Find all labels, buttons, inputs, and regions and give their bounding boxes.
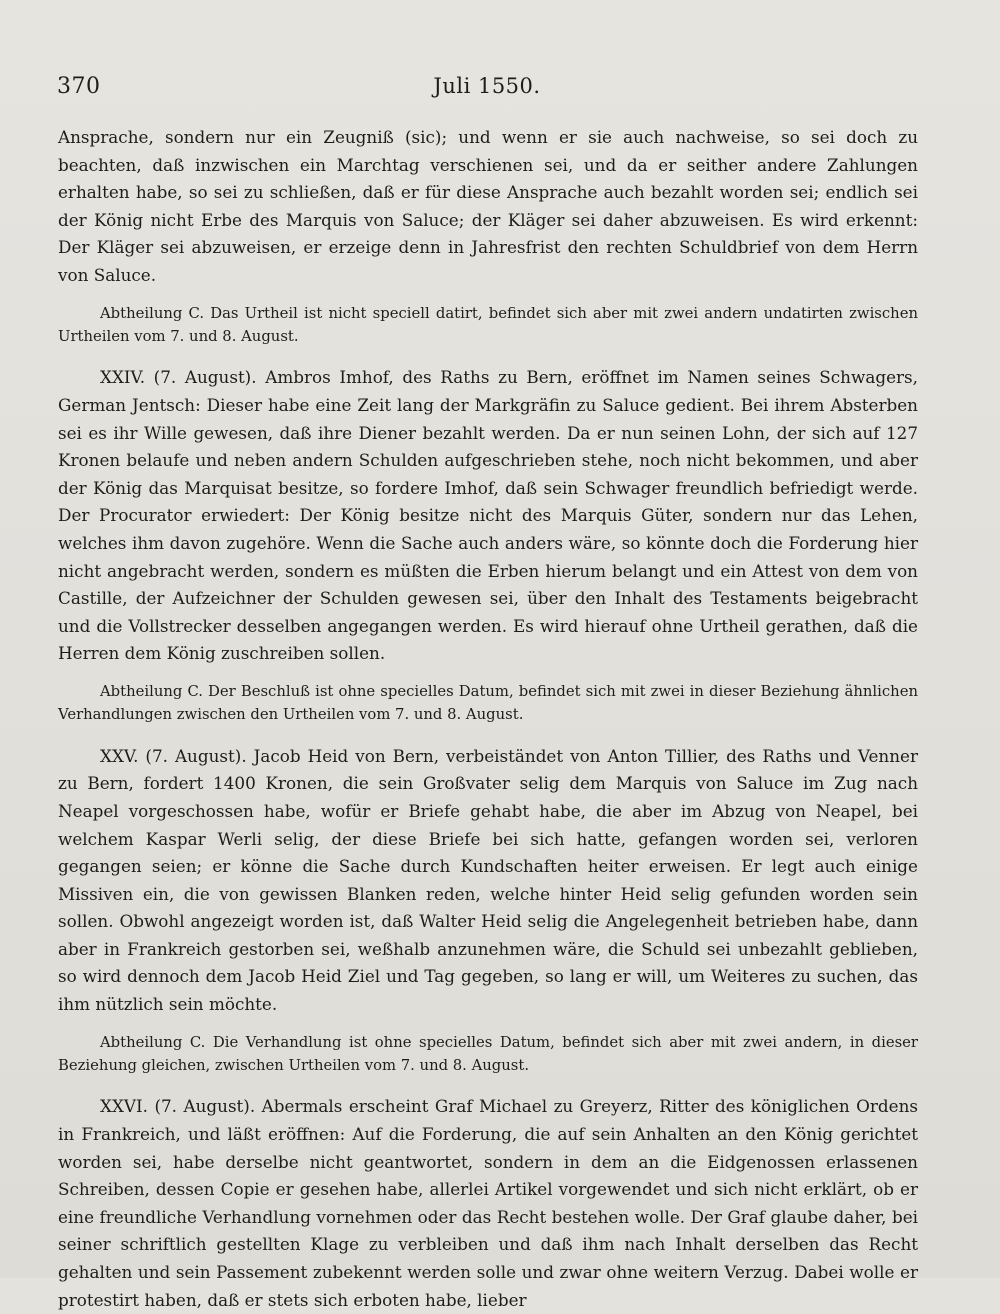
entry-xxvi: [58, 1093, 918, 1314]
page-number: 370: [57, 74, 101, 99]
page-header: [57, 70, 917, 110]
entry-xxv: [58, 743, 918, 1019]
entry-xxv-heading: XXV. (7. August).: [100, 745, 247, 766]
entry-xxiv: [58, 364, 918, 668]
running-head: Juli 1550.: [433, 74, 541, 98]
page-body: [58, 124, 918, 1314]
entry-xxvi-text: Abermals erscheint Graf Michael zu Greyerz, Ritter des königlichen Ordens in Frankreich, und läßt eröffnen: Auf die Forderung, die auf sein Anhalten an den König gerichtet worden sei, habe derselbe nicht geantwortet, sondern in dem an die Eidgenossen erlassenen Schreiben, dessen Copie er gesehen habe, allerlei Artikel vorgewendet und sich nicht erklärt, ob er eine freundliche Verhandlung vornehmen oder das Recht bestehen wolle. Der Graf glaube daher, bei seiner schriftlich gestellten Klage zu verbleiben und daß ihm nach Inhalt derselben das Recht gehalten und sein Passement zubekennt werden solle und zwar ohne weitern Verzug. Dabei wolle er protestirt haben, daß er stets sich erboten habe, lieber: [58, 1096, 918, 1310]
entry-xxiv-text: Ambros Imhof, des Raths zu Bern, eröffnet im Namen seines Schwagers, German Jentsch: Dieser habe eine Zeit lang der Markgräfin zu Saluce gedient. Bei ihrem Absterben sei es ihr Wille gewesen, daß ihre Diener bezahlt werden. Da er nun seinen Lohn, der sich auf 127 Kronen belaufe und neben andern Schulden aufgeschrieben stehe, noch nicht bekommen, und aber der König das Marquisat besitze, so fordere Imhof, daß sein Schwager freundlich befriedigt werde. Der Procurator erwiedert: Der König besitze nicht des Marquis Güter, sondern nur das Lehen, welches ihm davon zugehöre. Wenn die Sache auch anders wäre, so könnte doch die Forderung hier nicht angebracht werden, sondern es müßten die Erben hierum belangt und ein Attest von dem von Castille, der Aufzeichner der Schulden gewesen sei, über den Inhalt des Testaments beigebracht und die Vollstrecker desselben angegangen werden. Es wird hierauf ohne Urtheil gerathen, daß die Herren dem König zuschreiben sollen.: [58, 367, 918, 664]
footnote-xxiii: Abtheilung C. Das Urtheil ist nicht speciell datirt, befindet sich aber mit zwei andern undatirten zwischen Urtheilen vom 7. und 8. August.: [58, 304, 918, 345]
entry-xxv-text: Jacob Heid von Bern, verbeiständet von Anton Tillier, des Raths und Venner zu Bern, fordert 1400 Kronen, die sein Großvater selig dem Marquis von Saluce im Zug nach Neapel vorgeschossen habe, wofür er Briefe gehabt habe, die aber im Abzug von Neapel, bei welchem Kaspar Werli selig, der diese Briefe bei sich hatte, gefangen worden sei, verloren gegangen seien; er könne die Sache durch Kundschaften heiter erweisen. Er legt auch einige Missiven ein, die von gewissen Blanken reden, welche hinter Heid selig gefunden worden sein sollen. Obwohl angezeigt worden ist, daß Walter Heid selig die Angelegenheit betrieben habe, dann aber in Frankreich gestorben sei, weßhalb anzunehmen wäre, die Schuld sei unbezahlt geblieben, so wird dennoch dem Jacob Heid Ziel und Tag gegeben, so lang er will, um Weiteres zu suchen, das ihm nützlich sein möchte.: [58, 745, 918, 1015]
entry-xxvi-heading: XXVI. (7. August).: [100, 1096, 256, 1117]
footnote-xxiv: Abtheilung C. Der Beschluß ist ohne specielles Datum, befindet sich mit zwei in dieser Beziehung ähnlichen Verhandlungen zwischen den Urtheilen vom 7. und 8. August.: [58, 682, 918, 724]
paragraph-continuation: Ansprache, sondern nur ein Zeugniß (sic); und wenn er sie auch nachweise, so sei doch zu beachten, daß inzwischen ein Marchtag verschienen sei, und da er seither andere Zahlungen erhalten habe, so sei zu schließen, daß er für diese Ansprache auch bezahlt worden sei; endlich sei der König nicht Erbe des Marquis von Saluce; der Kläger sei daher abzuweisen. Es wird erkennt: Der Kläger sei abzuweisen, er erzeige denn in Jahresfrist den rechten Schuldbrief von dem Herrn von Saluce.: [58, 127, 918, 285]
entry-xxiv-heading: XXIV. (7. August).: [100, 367, 257, 388]
footnote-xxv: Abtheilung C. Die Verhandlung ist ohne specielles Datum, befindet sich aber mit zwei andern, in dieser Beziehung gleichen, zwischen Urtheilen vom 7. und 8. August.: [58, 1033, 918, 1075]
